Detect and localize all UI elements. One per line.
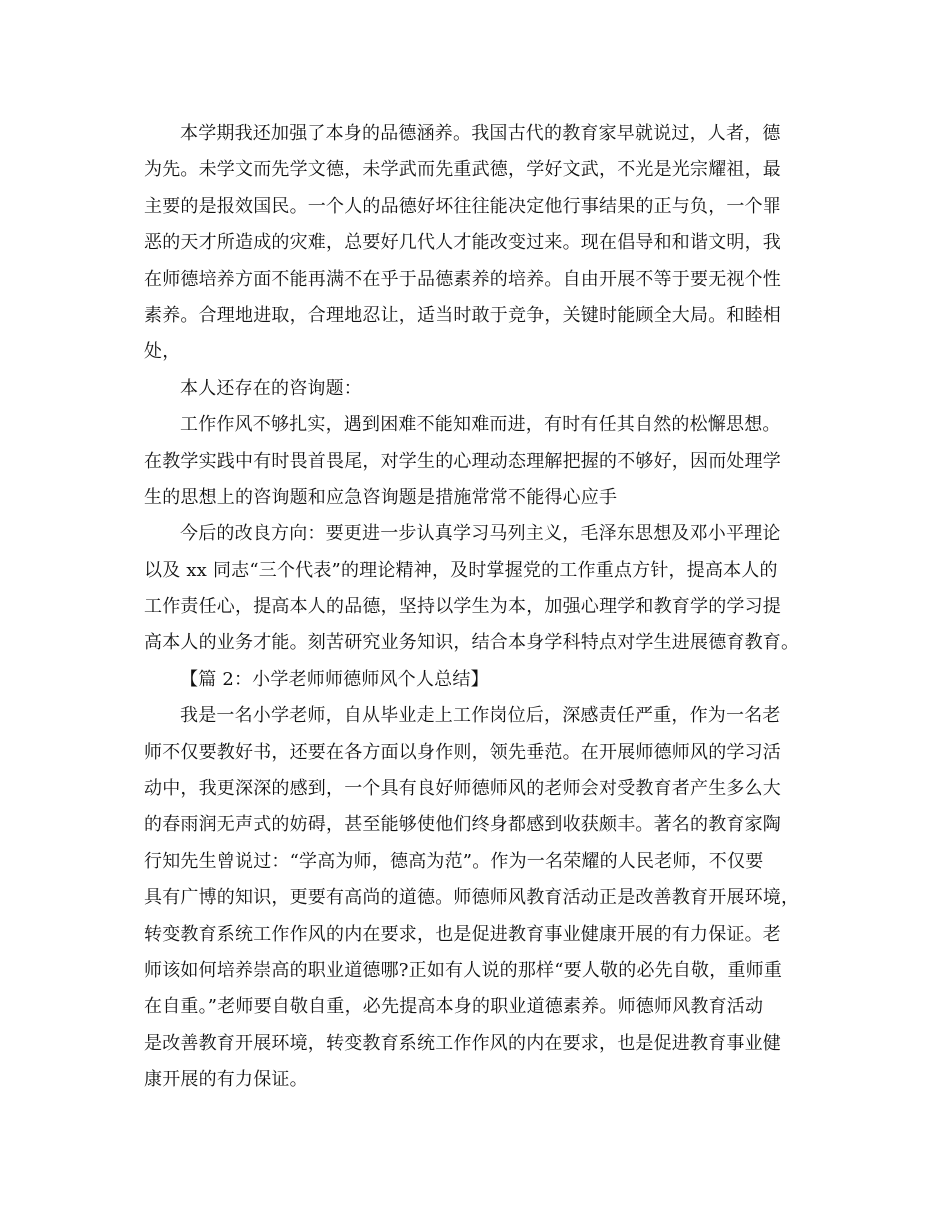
text-line: 具有广博的知识，更要有高尚的道德。师德师风教育活动正是改善教育开展环境， <box>144 887 800 909</box>
section-heading: 【篇 2：小学老师师德师风个人总结】 <box>180 668 489 690</box>
text-line: 工作作风不够扎实，遇到困难不能知难而进，有时有任其自然的松懈思想。 <box>180 414 781 436</box>
text-line: 以及 xx 同志“三个代表”的理论精神，及时掌握党的工作重点方针，提高本人的 <box>144 559 778 581</box>
text-line: 在自重。”老师要自敬自重，必先提高本身的职业道德素养。师德师风教育活动 <box>144 996 764 1018</box>
text-line: 动中，我更深深的感到，一个具有良好师德师风的老师会对受教育者产生多么大 <box>144 778 781 800</box>
text-line: 转变教育系统工作作风的内在要求，也是促进教育事业健康开展的有力保证。老 <box>144 923 781 945</box>
text-line: 素养。合理地进取，合理地忍让，适当时敢于竞争，关键时能顾全大局。和睦相 <box>144 304 781 326</box>
text-line: 今后的改良方向：要更进一步认真学习马列主义，毛泽东思想及邓小平理论 <box>180 523 781 545</box>
text-line: 高本人的业务才能。刻苦研究业务知识，结合本身学科特点对学生进展德育教育。 <box>144 632 800 654</box>
text-line: 主要的是报效国民。一个人的品德好坏往往能决定他行事结果的正与负，一个罪 <box>144 195 781 217</box>
text-line: 为先。未学文而先学文德，未学武而先重武德，学好文武，不光是光宗耀祖，最 <box>144 159 781 181</box>
text-line: 的春雨润无声式的妨碍，甚至能够使他们终身都感到收获颇丰。著名的教育家陶 <box>144 814 781 836</box>
text-line: 生的思想上的咨询题和应急咨询题是措施常常不能得心应手 <box>144 486 618 508</box>
text-line: 师不仅要教好书，还要在各方面以身作则，领先垂范。在开展师德师风的学习活 <box>144 741 781 763</box>
document-body <box>144 116 814 1099</box>
text-line: 恶的天才所造成的灾难，总要好几代人才能改变过来。现在倡导和和谐文明，我 <box>144 232 781 254</box>
text-line: 我是一名小学老师，自从毕业走上工作岗位后，深感责任严重，作为一名老 <box>180 705 781 727</box>
text-line: 本人还存在的咨询题： <box>180 377 362 399</box>
text-line: 处， <box>144 341 181 363</box>
text-line: 康开展的有力保证。 <box>144 1069 308 1091</box>
text-line: 工作责任心，提高本人的品德，坚持以学生为本，加强心理学和教育学的学习提 <box>144 596 781 618</box>
text-line: 在师德培养方面不能再满不在乎于品德素养的培养。自由开展不等于要无视个性 <box>144 268 781 290</box>
text-line: 行知先生曾说过：“学高为师，德高为范”。作为一名荣耀的人民老师，不仅要 <box>144 850 764 872</box>
text-line: 本学期我还加强了本身的品德涵养。我国古代的教育家早就说过，人者，德 <box>180 123 781 144</box>
text-line: 师该如何培养崇高的职业道德哪?正如有人说的那样“要人敬的必先自敬，重师重 <box>144 959 783 981</box>
text-line: 在教学实践中有时畏首畏尾，对学生的心理动态理解把握的不够好，因而处理学 <box>144 450 781 472</box>
text-line: 是改善教育开展环境，转变教育系统工作作风的内在要求，也是促进教育事业健 <box>144 1032 781 1054</box>
